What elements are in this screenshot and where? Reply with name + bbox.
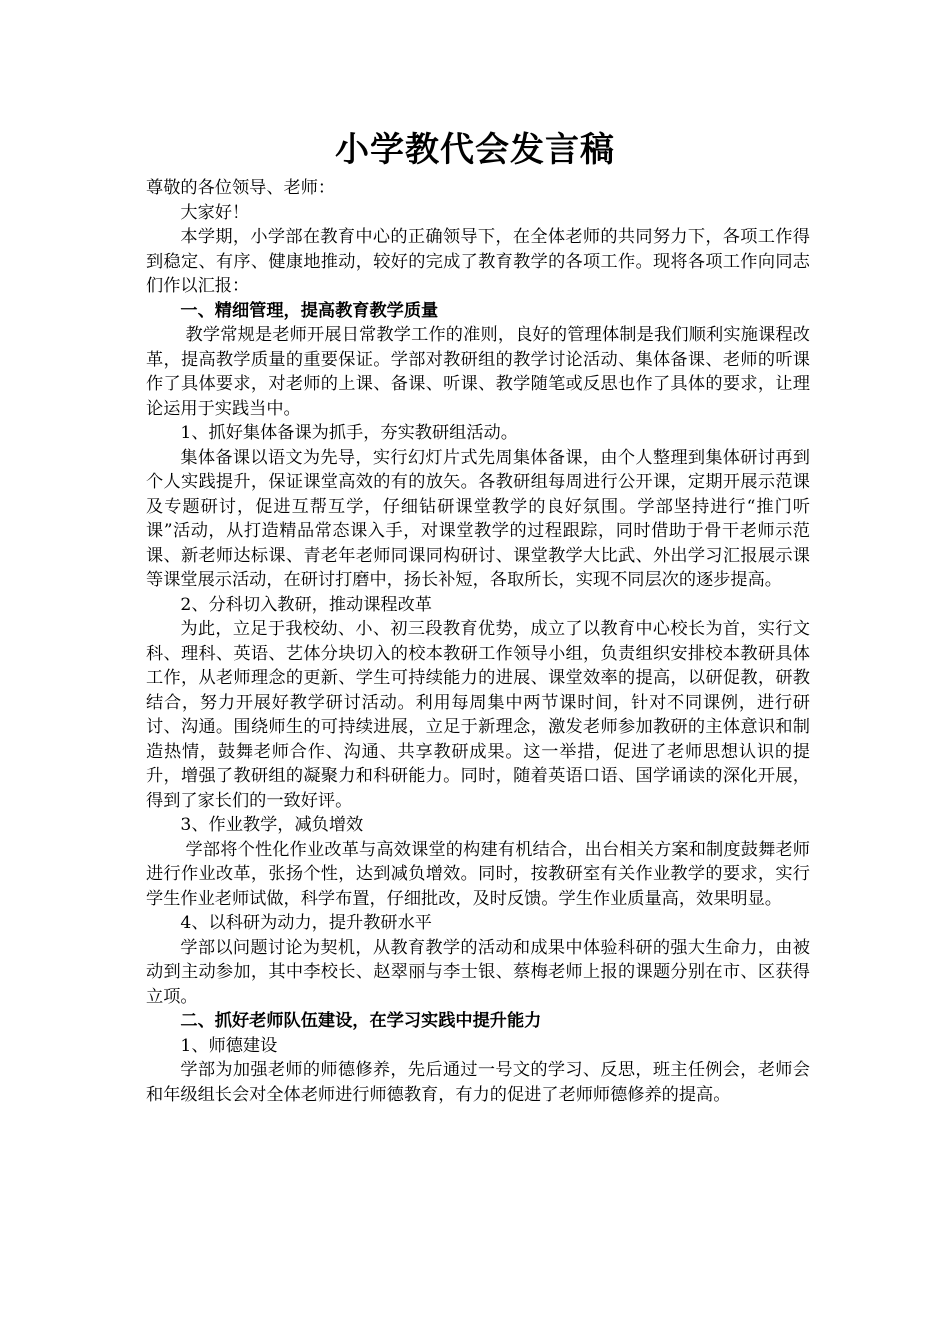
section1-item4-title: 4、以科研为动力，提升教研水平 bbox=[180, 913, 432, 933]
section1-item3-title: 3、作业教学，减负增效 bbox=[180, 815, 364, 835]
section2-item1-paragraph: 学部为加强老师的师德修养，先后通过一号文的学习、反思，班主任例会，老师会和年级组长会对全体老师进行师德教育，有力的促进了老师师德修养的提高。 bbox=[146, 1060, 810, 1105]
salutation: 尊敬的各位领导、老师： bbox=[146, 178, 336, 198]
section1-item4-paragraph: 学部以问题讨论为契机，从教育教学的活动和成果中体验科研的强大生命力，由被动到主动参加，其中李校长、赵翠丽与李士银、蔡梅老师上报的课题分别在市、区获得立项。 bbox=[146, 937, 810, 1007]
section1-item3-paragraph: 学部将个性化作业改革与高效课堂的构建有机结合，出台相关方案和制度鼓舞老师进行作业改革，张扬个性，达到减负增效。同时，按教研室有关作业教学的要求，实行学生作业老师试做，科学布置，仔细批改，及时反馈。学生作业质量高，效果明显。 bbox=[146, 839, 810, 909]
section2-heading: 二、抓好老师队伍建设，在学习实践中提升能力 bbox=[180, 1011, 542, 1031]
document-body bbox=[146, 176, 810, 1107]
section2-item1-title: 1、师德建设 bbox=[180, 1035, 278, 1056]
intro-paragraph: 本学期，小学部在教育中心的正确领导下，在全体老师的共同努力下，各项工作得到稳定、有序、健康地推动，较好的完成了教育教学的各项工作。现将各项工作向同志们作以汇报： bbox=[146, 227, 810, 296]
section1-intro-paragraph: 教学常规是老师开展日常教学工作的准则，良好的管理体制是我们顺利实施课程改革，提高教学质量的重要保证。学部对教研组的教学讨论活动、集体备课、老师的听课作了具体要求，对老师的上课、备课、听课、教学随笔或反思也作了具体的要求，让理论运用于实践当中。 bbox=[146, 325, 810, 419]
document-title: 小学教代会发言稿 bbox=[335, 130, 615, 170]
greeting: 大家好！ bbox=[180, 202, 250, 223]
section1-item2-paragraph: 为此，立足于我校幼、小、初三段教育优势，成立了以教育中心校长为首，实行文科、理科、英语、艺体分块切入的校本教研工作领导小组，负责组织安排校本教研具体工作，从老师理念的更新、学生可持续能力的进展、课堂效率的提高，以研促教，研教结合，努力开展好教学研讨活动。利用每周集中两节课时间，针对不同课例，进行研讨、沟通。围绕师生的可持续进展，立足于新理念，激发老师参加教研的主体意识和制造热情，鼓舞老师合作、沟通、共享教研成果。这一举措，促进了老师思想认识的提升，增强了教研组的凝聚力和科研能力。同时，随着英语口语、国学诵读的深化开展，得到了家长们的一致好评。 bbox=[146, 619, 810, 811]
section1-item1-paragraph: 集体备课以语文为先导，实行幻灯片式先周集体备课，由个人整理到集体研讨再到个人实践提升，保证课堂高效的有的放矢。各教研组每周进行公开课，定期开展示范课及专题研讨，促进互帮互学，仔细钻研课堂教学的良好氛围。学部坚持进行“推门听课”活动，从打造精品常态课入手，对课堂教学的过程跟踪，同时借助于骨干老师示范课、新老师达标课、青老年老师同课同构研讨、课堂教学大比武、外出学习汇报展示课等课堂展示活动，在研讨打磨中，扬长补短，各取所长，实现不同层次的逐步提高。 bbox=[146, 447, 810, 590]
section1-item1-title: 1、抓好集体备课为抓手，夯实教研组活动。 bbox=[180, 423, 518, 443]
section1-item2-title: 2、分科切入教研，推动课程改革 bbox=[180, 594, 432, 615]
section1-heading: 一、精细管理，提高教育教学质量 bbox=[180, 300, 439, 321]
